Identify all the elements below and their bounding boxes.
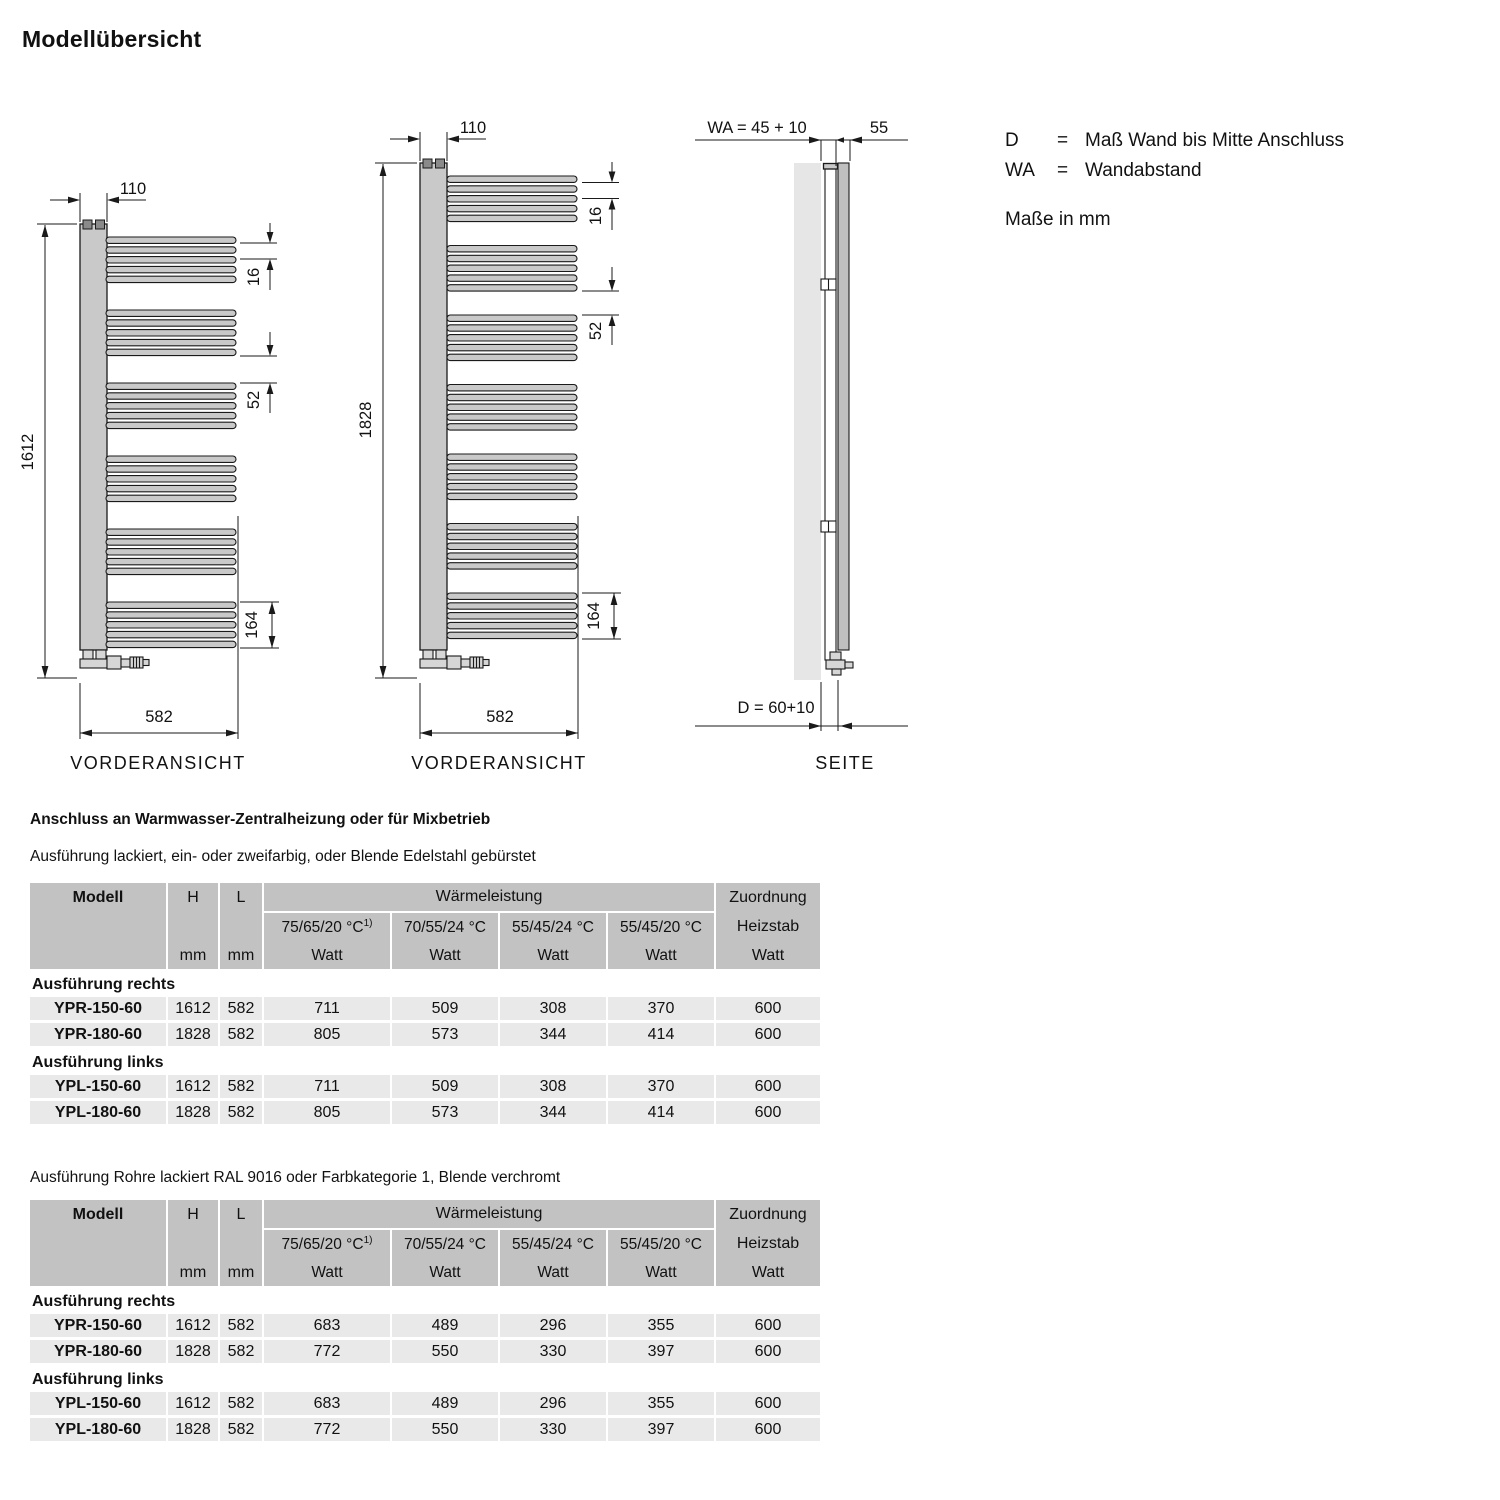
zuordnung-label: Zuordnung <box>729 1206 807 1223</box>
header-waermeleistung <box>264 1200 714 1286</box>
dimension-52 <box>240 332 277 413</box>
dim-label-pitch: 16 <box>587 206 605 226</box>
table-row <box>30 1340 820 1363</box>
temp-label: 70/55/24 °C <box>403 1236 487 1254</box>
cell-watt-75: 683 <box>264 1392 390 1415</box>
dimension-164 <box>240 602 279 648</box>
header-temp-55-45-24 <box>500 1230 606 1286</box>
collector-bar <box>420 163 447 650</box>
dim-label-gap: 52 <box>587 321 605 341</box>
wall-bracket <box>821 279 836 290</box>
collector-tube-side <box>825 168 836 660</box>
cell-l: 582 <box>220 1075 262 1098</box>
cell-l: 582 <box>220 1418 262 1441</box>
header-h-unit: mm <box>179 947 207 964</box>
tube-groups <box>447 176 577 639</box>
cell-modell: YPR-150-60 <box>30 1314 166 1337</box>
unit-watt: Watt <box>311 947 343 964</box>
temp-label: 75/65/20 $^\circ C^{1)}$ <box>281 1235 373 1254</box>
group-label-rechts: Ausführung rechts <box>32 976 176 993</box>
dimension-52 <box>582 267 619 345</box>
cell-modell: YPR-180-60 <box>30 1340 166 1363</box>
cell-watt-75: 805 <box>264 1101 390 1124</box>
cell-watt-70: 509 <box>392 997 498 1020</box>
cell-h: 1612 <box>168 997 218 1020</box>
cell-l: 582 <box>220 1101 262 1124</box>
cell-modell: YPL-180-60 <box>30 1101 166 1124</box>
temp-label: 55/45/24 °C <box>511 919 595 937</box>
cell-watt-75: 805 <box>264 1023 390 1046</box>
unit-watt: Watt <box>429 1264 461 1281</box>
header-h <box>168 883 218 969</box>
cell-heizstab: 600 <box>716 1392 820 1415</box>
front-view-1612 <box>19 180 279 773</box>
cell-watt-55-20: 414 <box>608 1101 714 1124</box>
cell-watt-75: 683 <box>264 1314 390 1337</box>
dimension-wa-55 <box>695 119 908 166</box>
header-l-label: L <box>236 889 246 906</box>
temp-label: 70/55/24 °C <box>403 919 487 937</box>
mounting-clip <box>96 220 105 229</box>
cell-modell: YPR-180-60 <box>30 1023 166 1046</box>
dim-label-gap: 52 <box>245 390 263 410</box>
table-row <box>30 1418 820 1441</box>
legend-row-d <box>1005 126 1344 156</box>
cell-watt-70: 550 <box>392 1340 498 1363</box>
page-title: Modellübersicht <box>22 26 202 52</box>
cell-h: 1828 <box>168 1418 218 1441</box>
header-temp-55-45-24 <box>500 913 606 969</box>
header-l-unit: mm <box>227 947 255 964</box>
temp-label: 55/45/20 °C <box>619 919 703 937</box>
header-temp-columns <box>264 1230 714 1286</box>
dim-label-height: 1828 <box>357 401 375 439</box>
cell-watt-55-24: 296 <box>500 1392 606 1415</box>
cell-watt-55-24: 330 <box>500 1418 606 1441</box>
table-lackiert <box>30 883 820 1127</box>
view-label-front-1828: VORDERANSICHT <box>411 753 587 773</box>
wall-bracket <box>821 521 836 532</box>
header-l <box>220 1200 262 1286</box>
legend-equals: = <box>1057 160 1069 181</box>
dim-label-width: 582 <box>145 708 173 726</box>
cell-modell: YPL-150-60 <box>30 1075 166 1098</box>
header-waermeleistung <box>264 883 714 969</box>
table-header <box>30 883 820 969</box>
unit-watt: Watt <box>645 947 677 964</box>
cell-watt-70: 573 <box>392 1023 498 1046</box>
cell-heizstab: 600 <box>716 1314 820 1337</box>
dimension-110 <box>390 119 486 161</box>
cell-l: 582 <box>220 1023 262 1046</box>
cell-heizstab: 600 <box>716 997 820 1020</box>
cell-watt-55-20: 414 <box>608 1023 714 1046</box>
cell-h: 1828 <box>168 1023 218 1046</box>
dim-label-width: 582 <box>486 708 514 726</box>
heizstab-label: Heizstab <box>736 918 800 935</box>
cell-watt-70: 489 <box>392 1392 498 1415</box>
header-modell: Modell <box>30 883 166 969</box>
group-label-links: Ausführung links <box>32 1054 164 1071</box>
cell-watt-75: 772 <box>264 1340 390 1363</box>
legend-equals: = <box>1057 130 1069 151</box>
table-row <box>30 1075 820 1098</box>
tube-cap <box>824 164 838 170</box>
cell-watt-55-20: 370 <box>608 1075 714 1098</box>
legend-text-d: Maß Wand bis Mitte Anschluss <box>1085 130 1345 151</box>
cell-watt-70: 489 <box>392 1314 498 1337</box>
cell-watt-55-20: 355 <box>608 1392 714 1415</box>
cell-watt-70: 550 <box>392 1418 498 1441</box>
header-l-label: L <box>236 1206 246 1223</box>
unit-watt: Watt <box>537 947 569 964</box>
front-view-1828 <box>357 119 621 773</box>
unit-watt: Watt <box>751 1264 785 1281</box>
dim-label-110: 110 <box>459 119 487 137</box>
table-row <box>30 1023 820 1046</box>
header-temp-70-55-24 <box>392 1230 498 1286</box>
cell-watt-55-24: 308 <box>500 997 606 1020</box>
cell-heizstab: 600 <box>716 1075 820 1098</box>
legend-text-wa: Wandabstand <box>1085 160 1202 181</box>
side-view <box>695 119 908 773</box>
cell-watt-55-24: 330 <box>500 1340 606 1363</box>
valve-assembly-side <box>826 652 853 675</box>
header-h-unit: mm <box>179 1264 207 1281</box>
unit-watt: Watt <box>645 1264 677 1281</box>
cell-watt-70: 573 <box>392 1101 498 1124</box>
dimension-legend <box>1005 126 1344 235</box>
valve-assembly <box>80 650 149 669</box>
mounting-clip <box>423 159 432 168</box>
cell-heizstab: 600 <box>716 1340 820 1363</box>
table-row <box>30 1314 820 1337</box>
cell-heizstab: 600 <box>716 1023 820 1046</box>
section-heading: Anschluss an Warmwasser-Zentralheizung oder für Mixbetrieb <box>30 811 491 828</box>
dim-label-bottom-group: 164 <box>585 602 603 630</box>
unit-watt: Watt <box>311 1264 343 1281</box>
legend-abbr-d: D <box>1005 130 1019 151</box>
cell-watt-75: 711 <box>264 1075 390 1098</box>
table-header <box>30 1200 820 1286</box>
header-waerme-title: Wärmeleistung <box>264 883 714 911</box>
cell-heizstab: 600 <box>716 1418 820 1441</box>
cell-l: 582 <box>220 1340 262 1363</box>
temp-label: 75/65/20 $^\circ C^{1)}$ <box>281 918 373 937</box>
header-modell: Modell <box>30 1200 166 1286</box>
tube-groups <box>106 237 236 648</box>
unit-watt: Watt <box>751 947 785 964</box>
cell-watt-55-20: 397 <box>608 1418 714 1441</box>
header-h-label: H <box>187 1206 199 1223</box>
header-temp-55-45-20 <box>608 1230 714 1286</box>
dimension-1612 <box>19 224 77 678</box>
cell-h: 1612 <box>168 1392 218 1415</box>
wall <box>794 163 821 680</box>
dimension-110 <box>50 180 146 222</box>
header-l <box>220 883 262 969</box>
cell-watt-55-24: 296 <box>500 1314 606 1337</box>
valve-assembly <box>420 650 489 669</box>
dim-label-d: D = 60+10 <box>737 699 815 717</box>
table2-subtitle: Ausführung Rohre lackiert RAL 9016 oder Farbkategorie 1, Blende verchromt <box>30 1169 561 1186</box>
unit-watt: Watt <box>429 947 461 964</box>
cell-watt-55-20: 370 <box>608 997 714 1020</box>
unit-watt: Watt <box>537 1264 569 1281</box>
view-label-front-1612: VORDERANSICHT <box>70 753 246 773</box>
technical-drawings <box>0 90 1000 800</box>
cell-l: 582 <box>220 1392 262 1415</box>
cell-l: 582 <box>220 1314 262 1337</box>
header-temp-75-65-20 <box>264 1230 390 1286</box>
cell-watt-55-20: 355 <box>608 1314 714 1337</box>
header-zuordnung <box>716 883 820 969</box>
dim-label-depth: 55 <box>869 119 889 137</box>
dimension-1828 <box>357 163 417 678</box>
cell-watt-55-24: 344 <box>500 1023 606 1046</box>
temp-label: 55/45/20 °C <box>619 1236 703 1254</box>
dim-label-height: 1612 <box>19 433 37 471</box>
cell-modell: YPL-150-60 <box>30 1392 166 1415</box>
temp-label: 55/45/24 °C <box>511 1236 595 1254</box>
header-h-label: H <box>187 889 199 906</box>
table-row <box>30 997 820 1020</box>
table-row <box>30 1101 820 1124</box>
cell-h: 1828 <box>168 1101 218 1124</box>
cell-modell: YPR-150-60 <box>30 997 166 1020</box>
cell-watt-75: 711 <box>264 997 390 1020</box>
collector-bar <box>80 224 107 650</box>
header-waerme-title: Wärmeleistung <box>264 1200 714 1228</box>
header-temp-70-55-24 <box>392 913 498 969</box>
header-temp-75-65-20 <box>264 913 390 969</box>
cell-modell: YPL-180-60 <box>30 1418 166 1441</box>
legend-abbr-wa: WA <box>1005 160 1035 181</box>
group-label-links: Ausführung links <box>32 1371 164 1388</box>
cell-h: 1612 <box>168 1314 218 1337</box>
units-note: Maße in mm <box>1005 209 1111 230</box>
cell-watt-75: 772 <box>264 1418 390 1441</box>
table-row <box>30 1392 820 1415</box>
blende <box>838 163 849 650</box>
dimension-16 <box>582 162 619 230</box>
group-label-rechts: Ausführung rechts <box>32 1293 176 1310</box>
dimension-164 <box>582 593 621 639</box>
view-label-side: SEITE <box>815 753 875 773</box>
header-temp-55-45-20 <box>608 913 714 969</box>
cell-watt-55-24: 344 <box>500 1101 606 1124</box>
dimension-d <box>695 680 908 731</box>
dimension-16 <box>240 223 277 290</box>
zuordnung-label: Zuordnung <box>729 889 807 906</box>
mounting-clip <box>436 159 445 168</box>
cell-watt-55-20: 397 <box>608 1340 714 1363</box>
dim-label-110: 110 <box>119 180 147 198</box>
header-h <box>168 1200 218 1286</box>
heizstab-label: Heizstab <box>736 1235 800 1252</box>
dim-label-wa: WA = 45 + 10 <box>707 119 807 137</box>
mounting-clip <box>83 220 92 229</box>
cell-watt-70: 509 <box>392 1075 498 1098</box>
cell-h: 1612 <box>168 1075 218 1098</box>
cell-h: 1828 <box>168 1340 218 1363</box>
table1-subtitle: Ausführung lackiert, ein- oder zweifarbig, oder Blende Edelstahl gebürstet <box>30 848 536 865</box>
dim-label-bottom-group: 164 <box>243 611 261 639</box>
table-verchromt <box>30 1200 820 1444</box>
cell-heizstab: 600 <box>716 1101 820 1124</box>
legend-row-wa <box>1005 156 1344 186</box>
header-temp-columns <box>264 913 714 969</box>
cell-l: 582 <box>220 997 262 1020</box>
header-zuordnung <box>716 1200 820 1286</box>
header-l-unit: mm <box>227 1264 255 1281</box>
dim-label-pitch: 16 <box>245 267 263 287</box>
cell-watt-55-24: 308 <box>500 1075 606 1098</box>
